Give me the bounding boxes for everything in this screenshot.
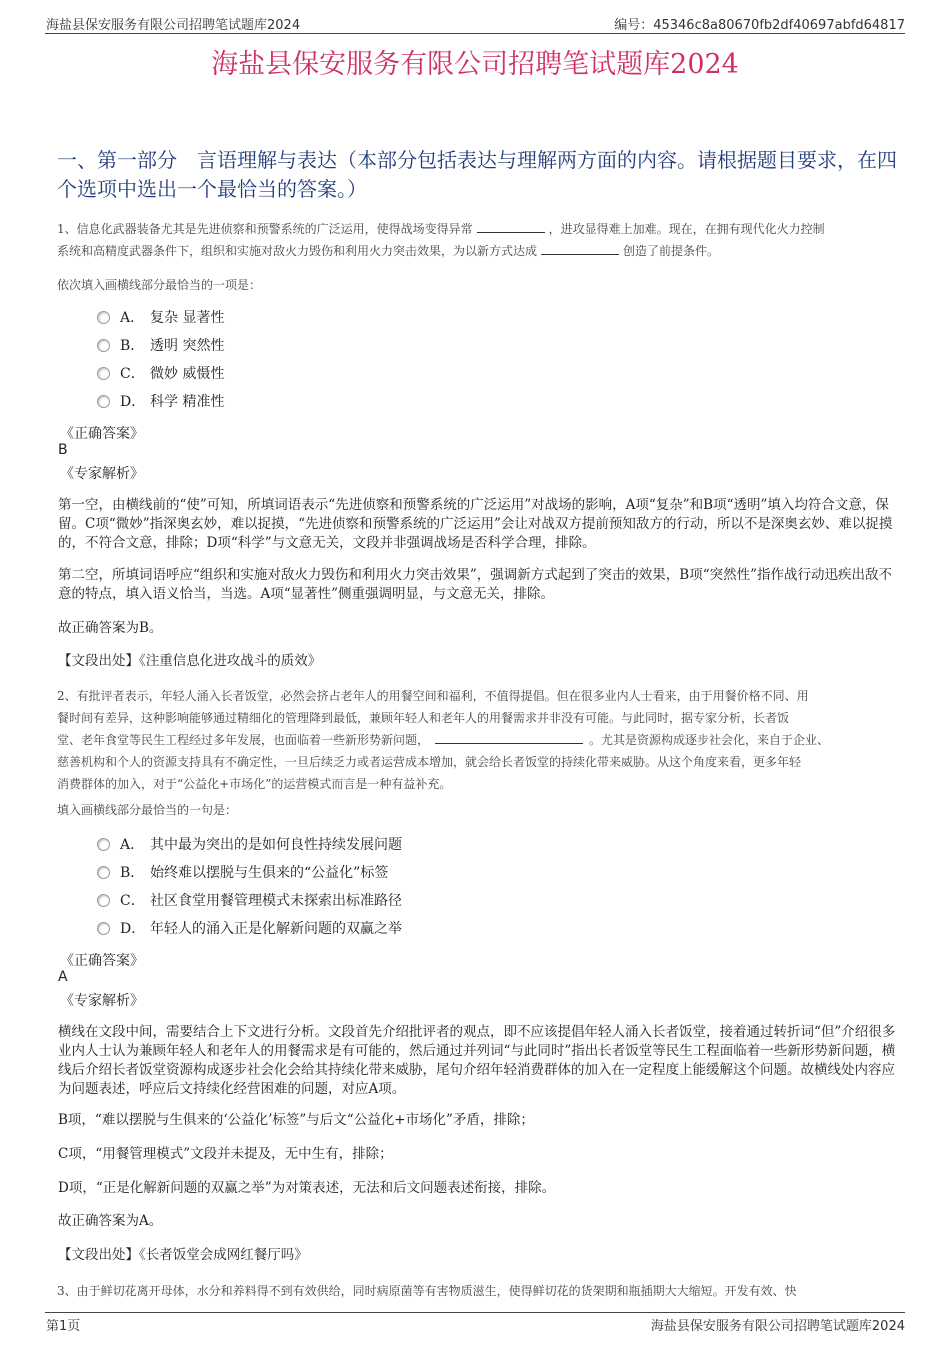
q2-prompt: 填入画横线部分最恰当的一句是： — [57, 803, 238, 817]
page-title: 海盐县保安服务有限公司招聘笔试题库2024 — [211, 49, 739, 80]
q2-stem-line-4: 慈善机构和个人的资源支持具有不确定性，一旦后续乏力或者运营成本增加，就会给长者饭堂的持续化带来威胁。从这个角度来看，更多年轻 — [57, 755, 802, 769]
q1-answer-label: 《正确答案》 — [60, 426, 144, 442]
q2-analysis-option-d: D项，“正是化解新问题的双赢之举”为对策表述，无法和后文问题表述衔接，排除。 — [58, 1180, 556, 1196]
option-letter: A． — [120, 310, 145, 326]
q2-analysis-option-c: C项，“用餐管理模式”文段并未提及，无中生有，排除； — [58, 1146, 393, 1162]
q2-stem-line-3 — [57, 729, 907, 751]
radio-icon[interactable] — [97, 311, 110, 324]
q2-stem-text: 。尤其是资源构成逐步社会化，来自于企业、 — [589, 733, 830, 747]
q1-option-c[interactable] — [97, 364, 224, 384]
q1-stem-text: 创造了前提条件。 — [623, 244, 720, 258]
q2-option-d[interactable] — [97, 919, 402, 939]
header-divider — [45, 33, 905, 34]
option-letter: B． — [120, 338, 145, 354]
q2-stem-line-5: 消费群体的加入，对于“公益化+市场化”的运营模式而言是一种有益补充。 — [57, 777, 452, 791]
option-text: 复杂 显著性 — [150, 310, 225, 326]
option-letter: C． — [120, 893, 145, 909]
q2-answer-label: 《正确答案》 — [60, 953, 144, 969]
option-letter: D． — [120, 394, 146, 410]
option-letter: D． — [120, 921, 146, 937]
q2-stem-line-1: 2、有批评者表示，年轻人涌入长者饭堂，必然会挤占老年人的用餐空间和福利，不值得提倡。但在很多业内人士看来，由于用餐价格不同、用 — [57, 689, 809, 703]
option-text: 透明 突然性 — [150, 338, 225, 354]
footer-divider — [45, 1312, 905, 1313]
q2-conclusion: 故正确答案为A。 — [58, 1213, 163, 1229]
q1-option-d[interactable] — [97, 392, 224, 412]
q1-blank-1 — [477, 220, 545, 233]
option-letter: B． — [120, 865, 145, 881]
q1-analysis-para-1: 第一空，由横线前的“使”可知，所填词语表示“先进侦察和预警系统的广泛运用”对战场的影响，A项“复杂”和B项“透明”填入均符合文意，保留。C项“微妙”指深奥玄妙，难以捉摸，“先进侦察和预警系统的广泛运用”会让对战双方提前预知敌方的行动，所以不是深奥玄妙、难以捉摸的，不符合文意，排除；D项“科学”与文意无关，文段并非强调战场是否科学合理，排除。 — [58, 497, 893, 551]
q2-blank — [435, 731, 583, 744]
q1-option-b[interactable] — [97, 336, 224, 356]
q2-stem-text: 堂、老年食堂等民生工程经过多年发展，也面临着一些新形势新问题， — [57, 733, 430, 747]
option-text: 年轻人的涌入正是化解新问题的双赢之举 — [150, 921, 402, 937]
option-text: 社区食堂用餐管理模式未探索出标准路径 — [150, 893, 402, 909]
q1-analysis-para-2: 第二空，所填词语呼应“组织和实施对敌火力毁伤和利用火力突击效果”，强调新方式起到了突击的效果，B项“突然性”指作战行动迅疾出敌不意的特点，填入语义恰当，当选。A项“显著性”侧重强调明显，与文意无关，排除。 — [58, 567, 893, 602]
section-heading: 一、第一部分 言语理解与表达（本部分包括表达与理解两方面的内容。请根据题目要求，在四个选项中选出一个最恰当的答案。） — [57, 148, 897, 201]
q2-stem-line-2: 餐时间有差异，这种影响能够通过精细化的管理降到最低，兼顾年轻人和老年人的用餐需求并非没有可能。与此同时，据专家分析，长者饭 — [57, 711, 790, 725]
radio-icon[interactable] — [97, 894, 110, 907]
q1-option-a[interactable] — [97, 308, 224, 328]
q1-prompt: 依次填入画横线部分最恰当的一项是： — [57, 278, 262, 292]
q1-stem-line-1 — [57, 218, 907, 240]
radio-icon[interactable] — [97, 922, 110, 935]
q1-stem-text: 系统和高精度武器条件下，组织和实施对敌火力毁伤和利用火力突击效果，为以新方式达成 — [57, 244, 538, 258]
footer-title: 海盐县保安服务有限公司招聘笔试题库2024 — [650, 1319, 905, 1334]
option-letter: A． — [120, 837, 145, 853]
q2-answer-value: A — [58, 969, 68, 985]
q2-stem — [57, 685, 907, 795]
q1-stem-text: 1、信息化武器装备尤其是先进侦察和预警系统的广泛运用，使得战场变得异常 — [57, 222, 473, 236]
q2-option-a[interactable] — [97, 835, 402, 855]
header-left-title: 海盐县保安服务有限公司招聘笔试题库2024 — [46, 18, 301, 33]
radio-icon[interactable] — [97, 866, 110, 879]
q1-analysis-label: 《专家解析》 — [60, 466, 144, 482]
radio-icon[interactable] — [97, 395, 110, 408]
q3-stem-line-1: 3、由于鲜切花离开母体，水分和养料得不到有效供给，同时病原菌等有害物质滋生，使得鲜切花的货架期和瓶插期大大缩短。开发有效、快 — [57, 1284, 797, 1298]
q2-option-c[interactable] — [97, 891, 402, 911]
option-text: 微妙 威慑性 — [150, 366, 225, 382]
q1-conclusion: 故正确答案为B。 — [58, 620, 163, 636]
q2-source: 【文段出处】《长者饭堂会成网红餐厅吗》 — [58, 1247, 308, 1263]
radio-icon[interactable] — [97, 838, 110, 851]
q1-source: 【文段出处】《注重信息化进攻战斗的质效》 — [58, 653, 322, 669]
q1-stem — [57, 218, 907, 262]
option-text: 科学 精准性 — [150, 394, 225, 410]
q1-blank-2 — [541, 242, 619, 255]
radio-icon[interactable] — [97, 367, 110, 380]
option-text: 始终难以摆脱与生俱来的“公益化”标签 — [150, 865, 389, 881]
option-letter: C． — [120, 366, 145, 382]
option-text: 其中最为突出的是如何良性持续发展问题 — [150, 837, 402, 853]
q2-analysis-label: 《专家解析》 — [60, 993, 144, 1009]
q1-answer-value: B — [58, 442, 68, 458]
q2-analysis-option-b: B项，“难以摆脱与生俱来的‘公益化’标签”与后文“公益化+市场化”矛盾，排除； — [58, 1112, 534, 1128]
q1-stem-line-2 — [57, 240, 907, 262]
q2-analysis-para-1: 横线在文段中间，需要结合上下文进行分析。文段首先介绍批评者的观点，即不应该提倡年轻人涌入长者饭堂，接着通过转折词“但”介绍很多业内人士认为兼顾年轻人和老年人的用餐需求是有可能的，然后通过并列词“与此同时”指出长者饭堂等民生工程面临着一些新形势新问题，横线后介绍长者饭堂资源构成逐步社会化会给其持续化带来威胁，尾句介绍年轻消费群体的加入在一定程度上能缓解这个问题。故横线处内容应为问题表述，呼应后文持续化经营困难的问题，对应A项。 — [58, 1024, 896, 1097]
q1-stem-text: ，进攻显得难上加难。现在，在拥有现代化火力控制 — [548, 222, 825, 236]
page-number: 第1页 — [46, 1319, 81, 1334]
q2-option-b[interactable] — [97, 863, 388, 883]
radio-icon[interactable] — [97, 339, 110, 352]
header-serial-number: 编号：45346c8a80670fb2df40697abfd64817 — [614, 18, 905, 33]
